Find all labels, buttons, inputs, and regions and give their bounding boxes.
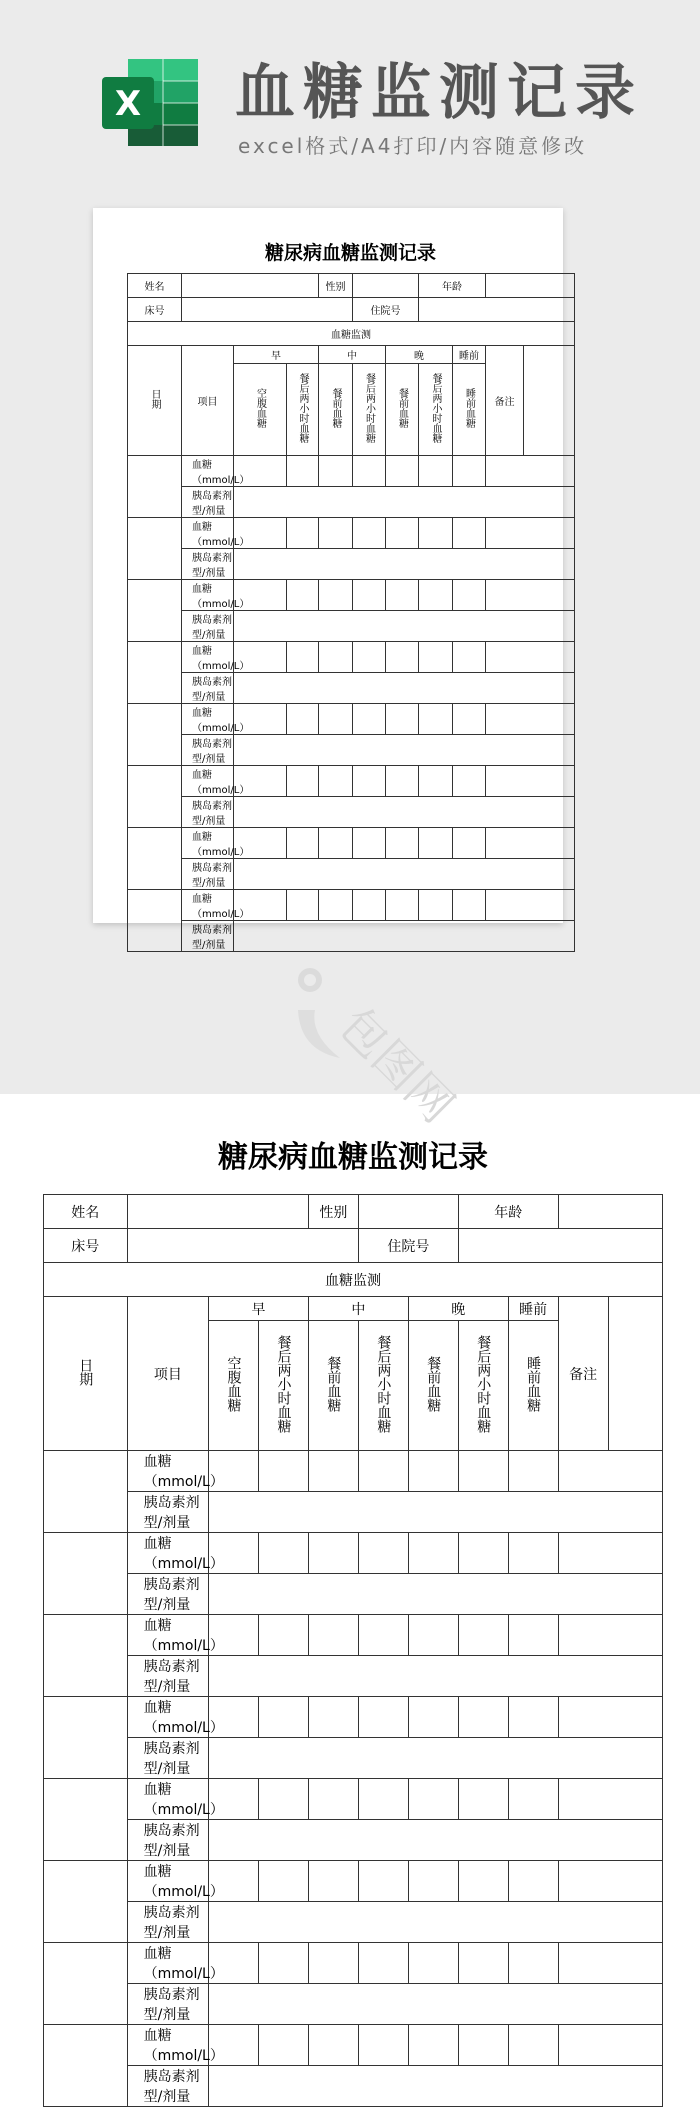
glucose-value-input[interactable] <box>308 1697 358 1738</box>
fasting-header-text: 空腹血糖 <box>254 388 266 428</box>
remark-header: 备注 <box>558 1297 608 1451</box>
glucose-value-input[interactable] <box>308 2025 358 2066</box>
insulin-row-label: 胰岛素剂型/剂量 <box>127 1574 208 1615</box>
date-input[interactable] <box>128 456 182 518</box>
form-title: 糖尿病血糖监测记录 <box>218 1140 488 1175</box>
glucose-value-input[interactable] <box>358 1533 408 1574</box>
evening-header: 晚 <box>408 1297 508 1321</box>
insulin-row-label: 胰岛素剂型/剂量 <box>182 797 234 828</box>
banner-title: 血糖监测记录 <box>235 58 643 128</box>
glucose-value-input[interactable] <box>287 828 319 859</box>
glucose-row-label: 血糖（mmol/L） <box>182 766 234 797</box>
glucose-value-input[interactable] <box>358 2025 408 2066</box>
glucose-row-label: 血糖（mmol/L） <box>182 890 234 921</box>
blank-header-cell <box>524 346 575 456</box>
insulin-row-label: 胰岛素剂型/剂量 <box>182 611 234 642</box>
glucose-value-input[interactable] <box>258 2025 308 2066</box>
glucose-value-input[interactable] <box>358 1779 408 1820</box>
insulin-row-label: 胰岛素剂型/剂量 <box>127 1738 208 1779</box>
morning-header: 早 <box>234 346 319 364</box>
noon-premeal-header <box>308 1321 358 1451</box>
gender-input[interactable] <box>358 1195 458 1229</box>
glucose-value-input[interactable] <box>453 766 486 797</box>
glucose-value-input[interactable] <box>287 456 319 487</box>
age-label: 年龄 <box>419 274 486 298</box>
insulin-dose-input[interactable] <box>209 1984 663 2025</box>
date-input[interactable] <box>44 1451 128 1533</box>
glucose-value-input[interactable] <box>408 1779 458 1820</box>
glucose-value-input[interactable] <box>386 828 419 859</box>
glucose-value-input[interactable] <box>358 1697 408 1738</box>
glucose-value-input[interactable] <box>453 456 486 487</box>
insulin-row-label: 胰岛素剂型/剂量 <box>182 487 234 518</box>
glucose-value-input[interactable] <box>458 1943 508 1984</box>
glucose-record-table <box>43 1194 663 2107</box>
glucose-value-input[interactable] <box>353 580 386 611</box>
date-input[interactable] <box>128 890 182 952</box>
glucose-value-input[interactable] <box>258 1861 308 1902</box>
age-label: 年龄 <box>458 1195 558 1229</box>
glucose-value-input[interactable] <box>408 1697 458 1738</box>
noon-premeal-header-text: 餐前血糖 <box>330 388 342 428</box>
bedtime-header: 睡前 <box>453 346 486 364</box>
glucose-value-input[interactable] <box>386 642 419 673</box>
glucose-value-input[interactable] <box>319 642 353 673</box>
glucose-value-input[interactable] <box>353 456 386 487</box>
name-label: 姓名 <box>128 274 182 298</box>
remark-input[interactable] <box>558 2025 662 2066</box>
insulin-row-label: 胰岛素剂型/剂量 <box>127 1820 208 1861</box>
remark-input[interactable] <box>558 1779 662 1820</box>
glucose-value-input[interactable] <box>319 890 353 921</box>
insulin-dose-input[interactable] <box>209 1902 663 1943</box>
glucose-value-input[interactable] <box>458 1451 508 1492</box>
glucose-value-input[interactable] <box>453 704 486 735</box>
evening-premeal-header <box>386 364 419 456</box>
noon-header: 中 <box>308 1297 408 1321</box>
form-title: 糖尿病血糖监测记录 <box>264 242 436 264</box>
noon-premeal-header-text: 餐前血糖 <box>325 1355 342 1412</box>
watermark-text: 包图网 <box>328 997 465 1134</box>
insulin-row-label: 胰岛素剂型/剂量 <box>127 1492 208 1533</box>
evening-premeal-header-text: 餐前血糖 <box>396 388 408 428</box>
date-input[interactable] <box>128 642 182 704</box>
date-input[interactable] <box>128 766 182 828</box>
glucose-value-input[interactable] <box>386 890 419 921</box>
glucose-value-input[interactable] <box>308 1615 358 1656</box>
item-header: 项目 <box>127 1297 208 1451</box>
glucose-value-input[interactable] <box>287 580 319 611</box>
glucose-value-input[interactable] <box>258 1615 308 1656</box>
insulin-dose-input[interactable] <box>234 921 575 952</box>
item-header: 项目 <box>182 346 234 456</box>
remark-input[interactable] <box>558 1697 662 1738</box>
insulin-dose-input[interactable] <box>234 735 575 766</box>
glucose-value-input[interactable] <box>453 890 486 921</box>
bedtime-header: 睡前 <box>508 1297 558 1321</box>
glucose-value-input[interactable] <box>353 766 386 797</box>
remark-input[interactable] <box>558 1861 662 1902</box>
evening-post2h-header <box>419 364 453 456</box>
remark-input[interactable] <box>558 1615 662 1656</box>
glucose-value-input[interactable] <box>419 828 453 859</box>
glucose-value-input[interactable] <box>408 1451 458 1492</box>
date-header-text: 日期 <box>77 1357 94 1386</box>
glucose-value-input[interactable] <box>287 890 319 921</box>
glucose-value-input[interactable] <box>319 704 353 735</box>
remark-input[interactable] <box>486 766 575 797</box>
noon-post2h-header-text: 餐后两小时血糖 <box>375 1334 392 1433</box>
glucose-value-input[interactable] <box>453 518 486 549</box>
gender-label: 性别 <box>319 274 353 298</box>
admission-input[interactable] <box>458 1229 662 1263</box>
noon-premeal-header <box>319 364 353 456</box>
remark-header: 备注 <box>486 346 524 456</box>
noon-post2h-header <box>358 1321 408 1451</box>
glucose-value-input[interactable] <box>419 704 453 735</box>
blank-header-cell <box>608 1297 662 1451</box>
date-input[interactable] <box>128 828 182 890</box>
age-input[interactable] <box>558 1195 662 1229</box>
insulin-row-label: 胰岛素剂型/剂量 <box>127 1656 208 1697</box>
glucose-row-label: 血糖（mmol/L） <box>127 2025 208 2066</box>
glucose-value-input[interactable] <box>458 1697 508 1738</box>
banner-subtitle: excel格式/A4打印/内容随意修改 <box>238 134 588 158</box>
noon-post2h-header <box>353 364 386 456</box>
glucose-value-input[interactable] <box>386 766 419 797</box>
glucose-value-input[interactable] <box>419 766 453 797</box>
glucose-value-input[interactable] <box>408 1943 458 1984</box>
glucose-value-input[interactable] <box>419 518 453 549</box>
insulin-row-label: 胰岛素剂型/剂量 <box>182 735 234 766</box>
insulin-dose-input[interactable] <box>234 549 575 580</box>
bed-input[interactable] <box>182 298 353 322</box>
glucose-value-input[interactable] <box>408 1861 458 1902</box>
insulin-row-label: 胰岛素剂型/剂量 <box>127 1902 208 1943</box>
morning-post2h-header-text: 餐后两小时血糖 <box>275 1334 292 1433</box>
glucose-value-input[interactable] <box>453 580 486 611</box>
glucose-record-table <box>127 273 575 952</box>
glucose-row-label: 血糖（mmol/L） <box>127 1779 208 1820</box>
date-input[interactable] <box>44 1861 128 1943</box>
glucose-value-input[interactable] <box>408 1615 458 1656</box>
evening-header: 晚 <box>386 346 453 364</box>
glucose-value-input[interactable] <box>508 1943 558 1984</box>
insulin-dose-input[interactable] <box>209 1820 663 1861</box>
glucose-row-label: 血糖（mmol/L） <box>182 580 234 611</box>
glucose-value-input[interactable] <box>408 1533 458 1574</box>
glucose-value-input[interactable] <box>308 1779 358 1820</box>
glucose-row-label: 血糖（mmol/L） <box>182 828 234 859</box>
morning-post2h-header <box>287 364 319 456</box>
evening-post2h-header <box>458 1321 508 1451</box>
glucose-value-input[interactable] <box>287 642 319 673</box>
glucose-value-input[interactable] <box>358 1943 408 1984</box>
glucose-value-input[interactable] <box>287 518 319 549</box>
insulin-dose-input[interactable] <box>209 1492 663 1533</box>
glucose-value-input[interactable] <box>508 1861 558 1902</box>
glucose-value-input[interactable] <box>453 828 486 859</box>
glucose-value-input[interactable] <box>508 2025 558 2066</box>
glucose-value-input[interactable] <box>308 1533 358 1574</box>
evening-post2h-header-text: 餐后两小时血糖 <box>430 373 442 443</box>
glucose-value-input[interactable] <box>386 456 419 487</box>
prebed-header-text: 睡前血糖 <box>525 1355 542 1412</box>
glucose-row-label: 血糖（mmol/L） <box>127 1943 208 1984</box>
glucose-value-input[interactable] <box>308 1451 358 1492</box>
glucose-value-input[interactable] <box>308 1861 358 1902</box>
glucose-row-label: 血糖（mmol/L） <box>127 1615 208 1656</box>
glucose-value-input[interactable] <box>353 642 386 673</box>
glucose-value-input[interactable] <box>258 1697 308 1738</box>
glucose-value-input[interactable] <box>258 1533 308 1574</box>
glucose-value-input[interactable] <box>419 580 453 611</box>
glucose-row-label: 血糖（mmol/L） <box>182 456 234 487</box>
remark-input[interactable] <box>486 518 575 549</box>
morning-post2h-header-text: 餐后两小时血糖 <box>297 373 308 443</box>
morning-header: 早 <box>209 1297 309 1321</box>
glucose-value-input[interactable] <box>319 456 353 487</box>
glucose-value-input[interactable] <box>353 704 386 735</box>
remark-input[interactable] <box>486 456 575 487</box>
glucose-value-input[interactable] <box>408 2025 458 2066</box>
glucose-value-input[interactable] <box>458 2025 508 2066</box>
prebed-header <box>508 1321 558 1451</box>
remark-input[interactable] <box>486 580 575 611</box>
glucose-row-label: 血糖（mmol/L） <box>182 642 234 673</box>
glucose-value-input[interactable] <box>419 456 453 487</box>
name-input[interactable] <box>127 1195 308 1229</box>
age-input[interactable] <box>486 274 575 298</box>
glucose-value-input[interactable] <box>308 1943 358 1984</box>
admission-input[interactable] <box>419 298 575 322</box>
glucose-value-input[interactable] <box>358 1615 408 1656</box>
insulin-row-label: 胰岛素剂型/剂量 <box>182 859 234 890</box>
date-input[interactable] <box>128 518 182 580</box>
noon-header: 中 <box>319 346 386 364</box>
date-input[interactable] <box>128 580 182 642</box>
evening-premeal-header-text: 餐前血糖 <box>425 1355 442 1412</box>
fasting-header <box>234 364 287 456</box>
glucose-value-input[interactable] <box>508 1533 558 1574</box>
date-input[interactable] <box>44 1615 128 1697</box>
date-input[interactable] <box>44 1779 128 1861</box>
date-header <box>128 346 182 456</box>
glucose-value-input[interactable] <box>358 1451 408 1492</box>
glucose-value-input[interactable] <box>508 1779 558 1820</box>
insulin-row-label: 胰岛素剂型/剂量 <box>182 673 234 704</box>
insulin-row-label: 胰岛素剂型/剂量 <box>127 2066 208 2107</box>
glucose-value-input[interactable] <box>458 1779 508 1820</box>
date-input[interactable] <box>44 1697 128 1779</box>
fasting-header-text: 空腹血糖 <box>225 1355 242 1412</box>
date-input[interactable] <box>44 1943 128 2025</box>
date-input[interactable] <box>44 2025 128 2107</box>
glucose-value-input[interactable] <box>258 1779 308 1820</box>
evening-premeal-header <box>408 1321 458 1451</box>
insulin-dose-input[interactable] <box>234 611 575 642</box>
section-header: 血糖监测 <box>44 1263 663 1297</box>
admission-label: 住院号 <box>353 298 419 322</box>
glucose-value-input[interactable] <box>287 704 319 735</box>
glucose-value-input[interactable] <box>508 1451 558 1492</box>
remark-input[interactable] <box>486 828 575 859</box>
insulin-dose-input[interactable] <box>209 2066 663 2107</box>
insulin-dose-input[interactable] <box>209 1738 663 1779</box>
insulin-dose-input[interactable] <box>234 797 575 828</box>
date-header-text: 日期 <box>149 389 160 409</box>
glucose-value-input[interactable] <box>258 1451 308 1492</box>
glucose-value-input[interactable] <box>358 1861 408 1902</box>
gender-input[interactable] <box>353 274 419 298</box>
glucose-row-label: 血糖（mmol/L） <box>182 518 234 549</box>
date-input[interactable] <box>128 704 182 766</box>
admission-label: 住院号 <box>358 1229 458 1263</box>
glucose-value-input[interactable] <box>319 828 353 859</box>
insulin-dose-input[interactable] <box>209 1656 663 1697</box>
glucose-value-input[interactable] <box>458 1533 508 1574</box>
glucose-row-label: 血糖（mmol/L） <box>182 704 234 735</box>
glucose-value-input[interactable] <box>287 766 319 797</box>
excel-logo-letter: X <box>114 84 142 124</box>
remark-input[interactable] <box>558 1943 662 1984</box>
glucose-row-label: 血糖（mmol/L） <box>127 1451 208 1492</box>
glucose-value-input[interactable] <box>319 580 353 611</box>
insulin-dose-input[interactable] <box>234 673 575 704</box>
bed-input[interactable] <box>127 1229 358 1263</box>
date-input[interactable] <box>44 1533 128 1615</box>
section-header: 血糖监测 <box>128 322 575 346</box>
name-input[interactable] <box>182 274 319 298</box>
glucose-value-input[interactable] <box>508 1697 558 1738</box>
glucose-value-input[interactable] <box>353 890 386 921</box>
name-label: 姓名 <box>44 1195 128 1229</box>
glucose-value-input[interactable] <box>458 1861 508 1902</box>
glucose-value-input[interactable] <box>319 766 353 797</box>
glucose-value-input[interactable] <box>419 890 453 921</box>
date-header <box>44 1297 128 1451</box>
remark-input[interactable] <box>558 1533 662 1574</box>
prebed-header-text: 睡前血糖 <box>463 388 475 428</box>
glucose-value-input[interactable] <box>458 1615 508 1656</box>
glucose-value-input[interactable] <box>258 1943 308 1984</box>
glucose-value-input[interactable] <box>386 580 419 611</box>
evening-post2h-header-text: 餐后两小时血糖 <box>475 1334 492 1433</box>
remark-input[interactable] <box>558 1451 662 1492</box>
remark-input[interactable] <box>486 642 575 673</box>
glucose-value-input[interactable] <box>386 518 419 549</box>
glucose-value-input[interactable] <box>419 642 453 673</box>
noon-post2h-header-text: 餐后两小时血糖 <box>363 373 375 443</box>
glucose-value-input[interactable] <box>453 642 486 673</box>
insulin-dose-input[interactable] <box>234 487 575 518</box>
morning-post2h-header <box>258 1321 308 1451</box>
gender-label: 性别 <box>308 1195 358 1229</box>
bed-label: 床号 <box>44 1229 128 1263</box>
excel-icon <box>100 55 200 150</box>
glucose-value-input[interactable] <box>386 704 419 735</box>
insulin-dose-input[interactable] <box>209 1574 663 1615</box>
remark-input[interactable] <box>486 890 575 921</box>
bed-label: 床号 <box>128 298 182 322</box>
insulin-dose-input[interactable] <box>234 859 575 890</box>
glucose-value-input[interactable] <box>353 828 386 859</box>
glucose-row-label: 血糖（mmol/L） <box>127 1697 208 1738</box>
glucose-row-label: 血糖（mmol/L） <box>127 1861 208 1902</box>
remark-input[interactable] <box>486 704 575 735</box>
fasting-header <box>209 1321 259 1451</box>
prebed-header <box>453 364 486 456</box>
insulin-row-label: 胰岛素剂型/剂量 <box>182 921 234 952</box>
glucose-value-input[interactable] <box>508 1615 558 1656</box>
glucose-row-label: 血糖（mmol/L） <box>127 1533 208 1574</box>
glucose-value-input[interactable] <box>353 518 386 549</box>
glucose-value-input[interactable] <box>319 518 353 549</box>
insulin-row-label: 胰岛素剂型/剂量 <box>127 1984 208 2025</box>
insulin-row-label: 胰岛素剂型/剂量 <box>182 549 234 580</box>
